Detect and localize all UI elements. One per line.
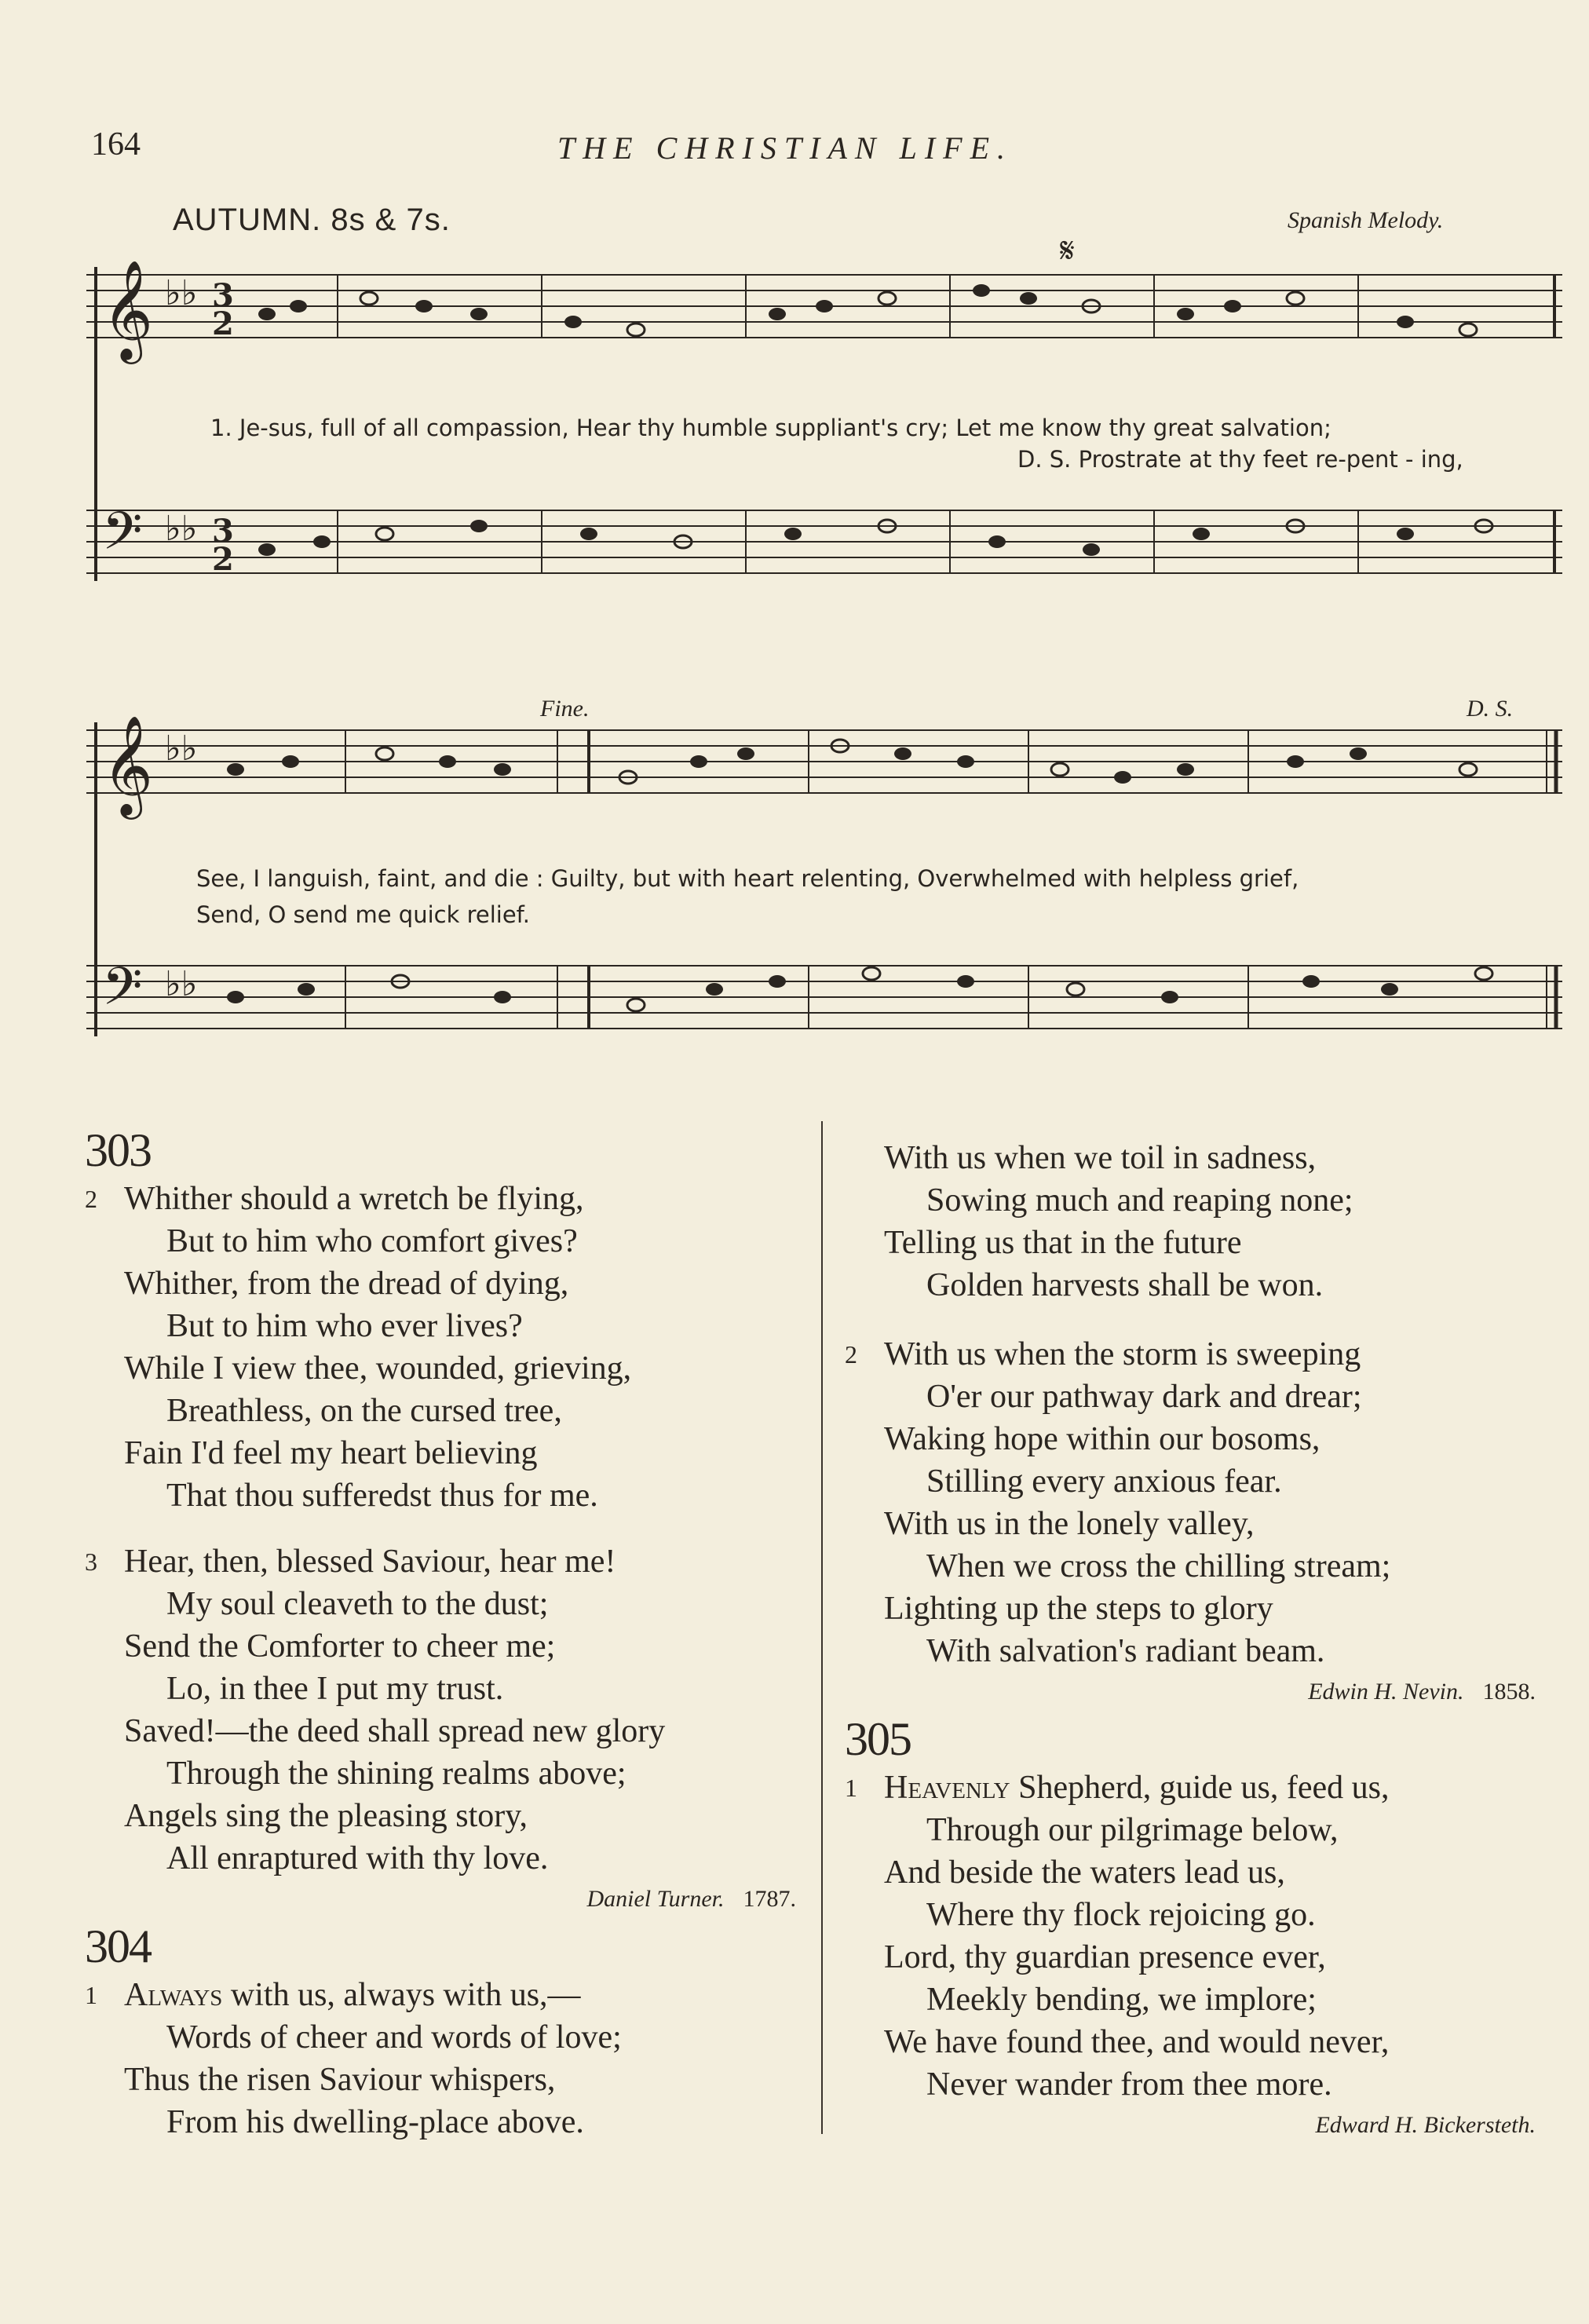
svg-text:𝄋: 𝄋 [1060, 231, 1075, 271]
verse-line: From his dwelling-place above. [166, 2104, 584, 2140]
fine-marking: Fine. [540, 696, 590, 722]
svg-text:𝄢: 𝄢 [102, 956, 143, 1029]
verse-line: Where thy flock rejoicing go. [926, 1897, 1316, 1933]
verse-line: Waking hope within our bosoms, [884, 1421, 1321, 1457]
system-2-lyric-line-2: Send, O send me quick relief. [196, 901, 530, 928]
svg-text:3: 3 [212, 277, 234, 314]
verse-line: With salvation's radiant beam. [926, 1633, 1325, 1669]
verse-number: 1 [845, 1774, 857, 1802]
system-2-lyric-line-1: See, I languish, faint, and die : Guilty, but with heart relenting, Overwhelmed with helpless grief, [196, 865, 1299, 892]
verse-line: O'er our pathway dark and drear; [926, 1379, 1362, 1415]
verse-line: Stilling every anxious fear. [926, 1463, 1282, 1500]
verse-line: 1 Always with us, always with us,— [85, 1974, 807, 2016]
svg-text:3: 3 [212, 513, 234, 550]
tune-source: Spanish Melody. [1288, 207, 1444, 233]
svg-text:♭♭: ♭♭ [165, 964, 198, 1004]
svg-text:♭♭: ♭♭ [165, 509, 198, 549]
verse-line: My soul cleaveth to the dust; [166, 1586, 549, 1622]
hymn-number-304: 304 [85, 1920, 151, 1972]
verse-line: All enraptured with thy love. [166, 1840, 549, 1876]
svg-text:♭♭: ♭♭ [165, 729, 198, 769]
verse-line: Never wander from thee more. [926, 2066, 1332, 2103]
svg-text:♭♭: ♭♭ [165, 273, 198, 313]
verse-number: 2 [85, 1185, 97, 1213]
verse-line: But to him who comfort gives? [166, 1223, 578, 1259]
verse-line: But to him who ever lives? [166, 1308, 523, 1344]
verse-line: Lighting up the steps to glory [884, 1591, 1273, 1627]
system-1-lyric-line-2: D. S. Prostrate at thy feet re-pent - ing, [1017, 446, 1463, 473]
svg-text:𝄞: 𝄞 [102, 259, 154, 360]
verse-line: Fain I'd feel my heart believing [124, 1435, 538, 1471]
verse-line: 2 Whither should a wretch be flying, [85, 1178, 807, 1220]
tune-name: AUTUMN. 8s & 7s. [173, 203, 451, 237]
verse-line: Words of cheer and words of love; [166, 2019, 622, 2055]
svg-text:2: 2 [212, 305, 234, 342]
page-number: 164 [91, 126, 141, 163]
verse-line: While I view thee, wounded, grieving, [124, 1350, 632, 1387]
verse-number: 2 [845, 1340, 857, 1368]
verse-line: Angels sing the pleasing story, [124, 1798, 528, 1834]
hymn-number-303: 303 [85, 1124, 151, 1176]
verse-line: Thus the risen Saviour whispers, [124, 2062, 556, 2098]
verse-line: 2 With us when the storm is sweeping [845, 1333, 1567, 1376]
svg-text:𝄢: 𝄢 [102, 501, 143, 574]
verse-line: 1 Heavenly Shepherd, guide us, feed us, [845, 1767, 1567, 1809]
verse-line: Saved!—the deed shall spread new glory [124, 1713, 666, 1749]
hymn-author: Daniel Turner. 1787. [586, 1886, 796, 1912]
verse-line: That thou sufferedst thus for me. [166, 1478, 598, 1514]
verse-line: Telling us that in the future [884, 1225, 1242, 1261]
svg-text:𝄞: 𝄞 [102, 714, 154, 815]
left-column [85, 1123, 807, 2143]
system-1-lyric-line-1: 1. Je-sus, full of all compassion, Hear thy humble suppliant's cry; Let me know thy great salvation; [210, 415, 1331, 441]
ds-marking: D. S. [1467, 696, 1514, 722]
verse-line: With us in the lonely valley, [884, 1506, 1255, 1542]
hymn-author: Edwin H. Nevin. 1858. [1308, 1679, 1536, 1705]
verse-line: With us when we toil in sadness, [884, 1140, 1317, 1176]
verse-line: And beside the waters lead us, [884, 1854, 1285, 1891]
verse-line: Through the shining realms above; [166, 1756, 626, 1792]
verse-line: Whither, from the dread of dying, [124, 1266, 569, 1302]
right-column [845, 1137, 1567, 2145]
verse-line: Golden harvests shall be won. [926, 1267, 1324, 1303]
hymn-author: Edward H. Bickersteth. [1315, 2112, 1536, 2138]
verse-line: Lo, in thee I put my trust. [166, 1671, 504, 1707]
verse-number: 3 [85, 1548, 97, 1576]
verse-line: Breathless, on the cursed tree, [166, 1393, 562, 1429]
verse-line: 3 Hear, then, blessed Saviour, hear me! [85, 1540, 807, 1583]
verse-line: Lord, thy guardian presence ever, [884, 1939, 1326, 1975]
column-divider [821, 1121, 823, 2134]
verse-line: Send the Comforter to cheer me; [124, 1628, 556, 1664]
verse-line: We have found thee, and would never, [884, 2024, 1390, 2060]
svg-text:2: 2 [212, 541, 234, 578]
running-title: THE CHRISTIAN LIFE. [557, 130, 1013, 166]
verse-line: Through our pilgrimage below, [926, 1812, 1339, 1848]
verse-line: Sowing much and reaping none; [926, 1182, 1353, 1219]
verse-line: Meekly bending, we implore; [926, 1982, 1317, 2018]
verse-number: 1 [85, 1981, 97, 2009]
verse-line: When we cross the chilling stream; [926, 1548, 1391, 1584]
hymn-number-305: 305 [845, 1713, 911, 1765]
